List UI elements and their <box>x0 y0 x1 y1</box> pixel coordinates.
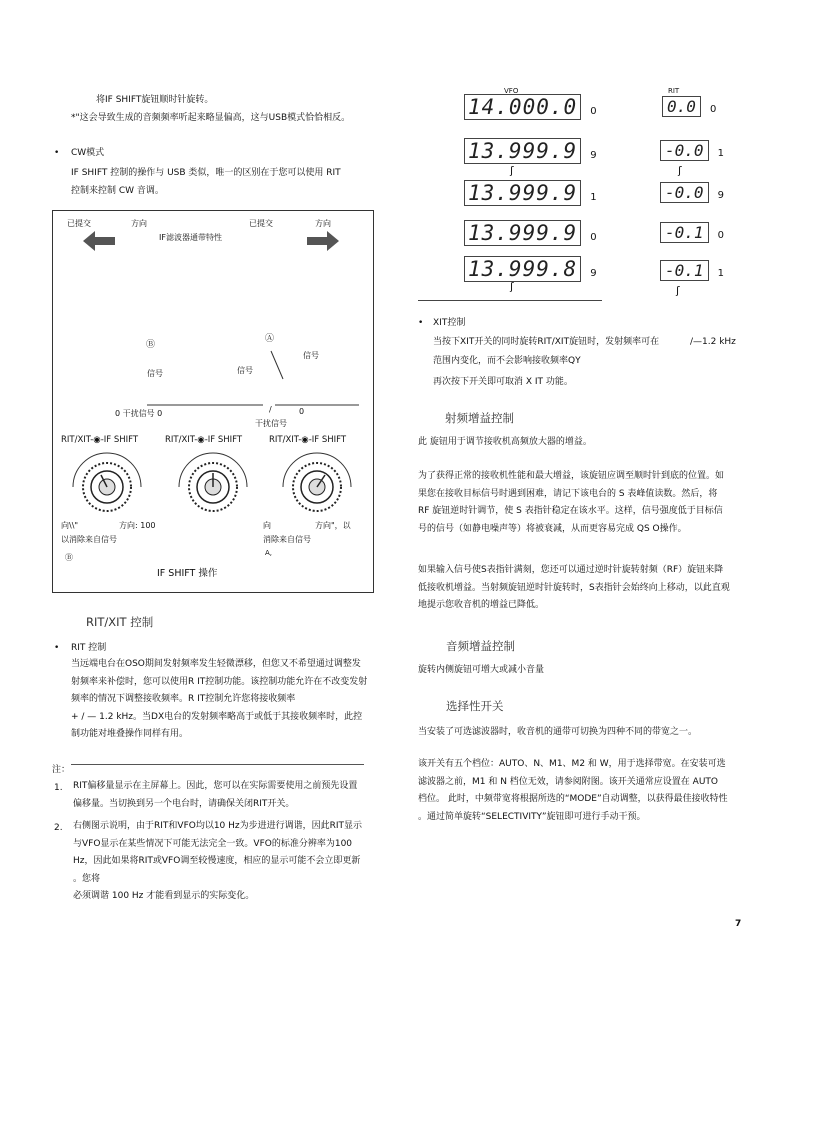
note-1-line-2: 偏移量。当切换到另一个电台时，请确保关闭RIT开关。 <box>73 798 295 809</box>
note-1 <box>73 778 378 813</box>
rit-display-2: -0.0 <box>660 140 709 161</box>
rit-label: RIT <box>668 87 680 95</box>
rit-display-3: -0.0 <box>660 182 709 203</box>
vfo-sub-5: 9 <box>590 268 597 279</box>
vfo-row-2 <box>464 140 597 162</box>
note-2-number: 2. <box>54 823 63 833</box>
xit-range: /—1.2 kHz <box>690 337 736 347</box>
cw-line-1: IF SHIFT 控制的操作与 USB 类似，唯一的区别在于您可以使用 RIT <box>71 168 341 178</box>
rf-p1-line-2: 果您在接收目标信号时遇到困难，请记下该电台的 S 表峰值读数。然后，将 <box>418 488 718 499</box>
slash-mark: / <box>269 405 272 414</box>
rit-title: RIT 控制 <box>71 643 107 653</box>
signal-label-1: 信号 <box>147 369 163 378</box>
tr-dir: 方向 <box>315 219 331 228</box>
rit-display-4: -0.1 <box>660 222 709 243</box>
vfo-display-3: 13.999.9 <box>464 180 581 206</box>
if-shift-figure <box>52 210 374 593</box>
af-text: 旋转内侧旋钮可增大或减小音量 <box>418 665 545 675</box>
cw-title: CW模式 <box>71 148 105 158</box>
note-2-line-3: Hz，因此如果将RIT或VFO调至较慢速度，相应的显示可能不会立即更新 <box>73 856 361 866</box>
figure-title: IF SHIFT 操作 <box>157 568 218 579</box>
rit-row-4 <box>660 222 724 244</box>
af-gain-heading: 音频增益控制 <box>446 639 515 653</box>
rit-row-3 <box>660 182 724 204</box>
caption-3-line2: 消除来自信号 <box>263 535 311 544</box>
passband-label: IF滤波器通带特性 <box>159 233 222 242</box>
interference-left: 0 干扰信号 0 <box>115 409 163 418</box>
selectivity-p1: 当安装了可选滤波器时，收音机的通带可切换为四种不同的带宽之一。 <box>418 727 698 737</box>
knob-label-1: RIT/XIT-◉-IF SHIFT <box>61 435 139 445</box>
caption-3-dir: 方向"，以 <box>315 521 351 530</box>
tilde-vfo-2: ʃ <box>510 164 514 177</box>
tilde-vfo-5: ʃ <box>510 280 514 293</box>
interference-right: 干扰信号 <box>255 419 287 428</box>
vfo-row-3 <box>464 182 597 204</box>
rit-display-5: -0.1 <box>660 260 709 281</box>
sel-p2-line-4: 。通过简单旋转“SELECTIVITY”旋钮即可进行手动干预。 <box>418 811 646 822</box>
mark-b: Ⓑ <box>146 340 156 350</box>
rit-bullet: • <box>54 643 60 653</box>
xit-line-1: 当按下XIT开关的同时旋转RIT/XIT旋钮时，发射频率可在 <box>433 337 660 347</box>
vfo-row-5 <box>464 258 597 280</box>
rf-p1-line-1: 为了获得正常的接收机性能和最大增益，该旋钮应调至顺时针到底的位置。如 <box>418 471 725 481</box>
left-arrow-icon <box>83 231 119 251</box>
rit-display-1: 0.0 <box>662 96 701 117</box>
rf-p1-line-3: RF 旋钮逆时针调节，使 S 表指针稳定在该水平。这样，信号强度低于目标信 <box>418 506 723 516</box>
signal-label-3: 信号 <box>303 351 319 360</box>
rit-line-3: 频率的情况下调整接收频率。R IT控制允许您将接收频率 <box>71 694 296 704</box>
rf-p1-line-4: 号的信号（如静电噪声等）将被衰减，从而更容易完成 QS O操作。 <box>418 523 687 534</box>
right-arrow-icon <box>307 231 343 251</box>
note-2-line-2: 与VFO显示在某些情况下可能无法完全一致。VFO的标准分辨率为100 <box>73 838 353 849</box>
xit-bullet: • <box>418 318 424 328</box>
rf-intro: 此 旋钮用于调节接收机高频放大器的增益。 <box>418 437 592 447</box>
tilde-rit-2: ʃ <box>678 164 682 177</box>
rit-line-1: 当远端电台在OSO期间发射频率发生轻微漂移，但您又不希望通过调整发 <box>71 659 361 669</box>
caption-1-line1: 向\\" <box>61 521 79 530</box>
caption-1-dir: 方向: 100 <box>119 521 156 530</box>
vfo-display-5: 13.999.8 <box>464 256 581 282</box>
cw-line-2: 控制来控制 CW 音调。 <box>71 186 164 196</box>
mark-a-small: A, <box>265 549 273 557</box>
note-label: 注： <box>52 765 71 775</box>
rit-row-2 <box>660 140 724 162</box>
vfo-row-4 <box>464 222 597 244</box>
tl-label: 已提交 <box>67 219 91 228</box>
rit-sub-3: 9 <box>717 190 724 201</box>
tr-label: 已提交 <box>249 219 273 228</box>
usb-note-text: *"这会导致生成的音频频率听起来略显偏高，这与USB模式恰恰相反。 <box>71 113 351 123</box>
xit-line-3: 再次按下开关即可取消 X IT 功能。 <box>433 377 573 387</box>
rit-line-2: 射频率来补偿时，您可以使用R IT控制功能。该控制功能允许在不改变发射 <box>71 676 368 687</box>
note-divider <box>71 764 364 765</box>
vfo-sub-4: 0 <box>590 232 597 243</box>
tilde-rit-5: ʃ <box>676 284 680 297</box>
mark-b-small: Ⓑ <box>65 553 73 562</box>
rit-sub-2: 1 <box>717 148 724 159</box>
vfo-display-1: 14.000.0 <box>464 94 581 120</box>
rit-sub-4: 0 <box>717 230 724 241</box>
rf-paragraph-1 <box>418 468 743 538</box>
xit-line-2: 范围内变化，而不会影响接收频率QY <box>433 356 581 366</box>
mark-a: Ⓐ <box>265 334 275 344</box>
caption-1-line2: 以消除来自信号 <box>61 535 117 544</box>
note-2-line-5: 必须调谐 100 Hz 才能看到显示的实际变化。 <box>73 891 255 901</box>
rit-row-5 <box>660 260 724 282</box>
signal-label-2: 信号 <box>237 366 253 375</box>
signal-diagram <box>53 341 373 421</box>
note-1-line-1: RIT偏移量显示在主屏幕上。因此，您可以在实际需要使用之前预先设置 <box>73 781 358 791</box>
knob-3-icon <box>275 449 359 519</box>
rf-p2-line-2: 低接收机增益。当射频旋钮逆时针旋转时，S表指针会始终向上移动，以此直观 <box>418 582 730 593</box>
rit-line-5: 制功能对堆叠操作同样有用。 <box>71 729 189 739</box>
vfo-display-2: 13.999.9 <box>464 138 581 164</box>
note-2 <box>73 818 378 906</box>
rit-line-4: + / — 1.2 kHz。当DX电台的发射频率略高于或低于其接收频率时，此控 <box>71 711 363 722</box>
vfo-sub-1: 0 <box>590 106 597 117</box>
rit-xit-heading: RIT/XIT 控制 <box>86 615 154 629</box>
vfo-sub-2: 9 <box>590 150 597 161</box>
vfo-row-1 <box>464 96 597 118</box>
xit-title: XIT控制 <box>433 318 466 328</box>
rit-sub-5: 1 <box>717 268 724 279</box>
shift-clockwise-text: 将IF SHIFT旋钮顺时针旋转。 <box>96 95 214 105</box>
page-number: 7 <box>735 919 742 929</box>
sel-p2-line-2: 滤波器之前，M1 和 N 档位无效，请参阅附图。该开关通常应设置在 AUTO <box>418 776 718 787</box>
knob-label-3: RIT/XIT-◉-IF SHIFT <box>269 435 347 445</box>
vfo-label: VFO <box>504 87 519 95</box>
rf-p2-line-3: 地提示您收音机的增益已降低。 <box>418 600 545 610</box>
rf-gain-heading: 射频增益控制 <box>445 411 514 425</box>
rit-sub-1: 0 <box>710 104 717 115</box>
caption-3-line1: 向 <box>263 521 271 530</box>
sel-p2-line-3: 档位。 此时，中频带宽将根据所选的“MODE”自动调整，以获得最佳接收特性 <box>418 794 728 804</box>
rit-paragraph <box>71 656 381 744</box>
note-2-line-4: 。您将 <box>73 873 101 884</box>
vfo-sub-3: 1 <box>590 192 597 203</box>
cw-bullet: • <box>54 148 60 158</box>
zero-mark: 0 <box>299 407 305 416</box>
rf-paragraph-2 <box>418 562 743 615</box>
vfo-display-4: 13.999.9 <box>464 220 581 246</box>
display-divider <box>418 300 602 301</box>
knob-2-icon <box>171 449 255 519</box>
rit-row-1 <box>662 96 716 118</box>
knob-1-icon <box>65 449 149 519</box>
note-1-number: 1. <box>54 783 63 793</box>
rf-p2-line-1: 如果输入信号使S表指针满刻，您还可以通过逆时针旋转射频（RF）旋钮来降 <box>418 565 724 575</box>
selectivity-p2 <box>418 756 743 826</box>
knob-label-2: RIT/XIT-◉-IF SHIFT <box>165 435 243 445</box>
note-2-line-1: 右侧图示说明，由于RIT和VFO均以10 Hz为步进进行调谐，因此RIT显示 <box>73 821 363 831</box>
tl-dir: 方向 <box>131 219 147 228</box>
selectivity-heading: 选择性开关 <box>446 699 504 713</box>
sel-p2-line-1: 该开关有五个档位：AUTO、N、M1、M2 和 W，用于选择带宽。在安装可选 <box>418 759 726 769</box>
